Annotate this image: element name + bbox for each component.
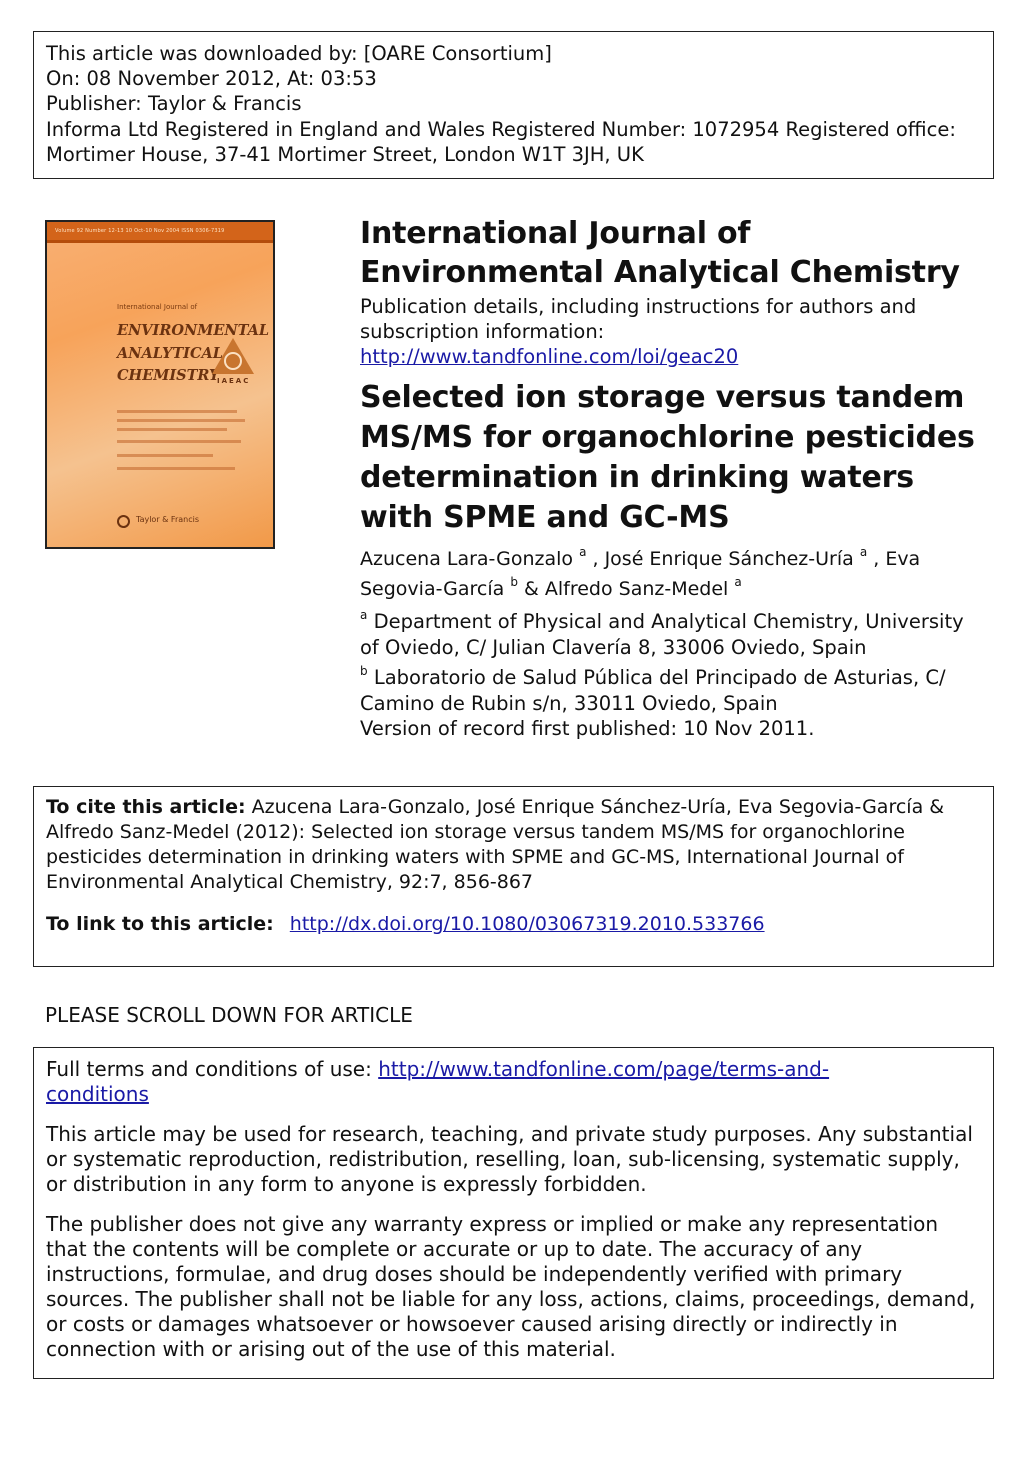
terms-box <box>33 1047 994 1379</box>
cite-label: To cite this article: <box>46 796 246 818</box>
journal-title: International Journal of Environmental Analytical Chemistry <box>360 216 960 290</box>
cover-text-line <box>117 410 237 413</box>
affiliation: $^a$ Department of Physical and Analytical Chemistry, University of Oviedo, C/ Julian Clavería 8, 33006 Oviedo, Spain <box>360 607 964 659</box>
cover-issue-strip: Volume 92 Number 12-13 10 Oct-10 Nov 2004 ISSN 0306-7319 <box>47 222 273 240</box>
author-name: Eva Segovia-García <box>360 548 921 600</box>
cite-text: Azucena Lara-Gonzalo, José Enrique Sánchez-Uría, Eva Segovia-García & Alfredo Sanz-Medel (2012): Selected ion storage versus tandem MS/MS for organochlorine pesticides determination in drinking waters with SPME and GC-MS, International Journal of Environmental Analytical Chemistry, 92:7, 856-867 <box>46 796 945 893</box>
author-name: José Enrique Sánchez-Uría <box>604 548 854 570</box>
journal-url-link[interactable]: http://www.tandfonline.com/loi/geac20 <box>360 345 739 368</box>
registration-info: Informa Ltd Registered in England and Wales Registered Number: 1072954 Registered office: Mortimer House, 37-41 Mortimer Street, London W1T 3JH, UK <box>46 117 956 166</box>
cover-rule <box>47 240 273 243</box>
author-list: Azucena Lara-Gonzalo $^a$ , José Enrique Sánchez-Uría $^a$ , Eva Segovia-García $^b$ & Alfredo Sanz-Medel $^a$ <box>360 544 921 600</box>
terms-paragraph: The publisher does not give any warranty express or implied or make any representation that the contents will be complete or accurate or up to date. The accuracy of any instructions, formulae, and drug doses should be independently verified with primary sources. The publisher shall not be liable for any loss, actions, claims, proceedings, demand, or costs or damages whatsoever or howsoever caused arising directly or indirectly in connection with or arising out of the use of this material. <box>46 1212 976 1361</box>
citation-box <box>33 786 994 967</box>
journal-cover-image <box>45 220 275 549</box>
article-title: Selected ion storage versus tandem MS/MS for organochlorine pesticides determination in drinking waters with SPME and GC-MS <box>360 380 975 535</box>
affiliation-marker: a <box>360 607 368 622</box>
publisher-logo-icon <box>117 515 130 528</box>
downloaded-by: This article was downloaded by: [OARE Consortium] <box>46 42 552 65</box>
cover-text-line <box>117 428 227 431</box>
author-name: Alfredo Sanz-Medel <box>544 578 729 600</box>
article-link-row <box>46 912 981 937</box>
publisher: Publisher: Taylor & Francis <box>46 92 302 116</box>
download-date: On: 08 November 2012, At: 03:53 <box>46 67 377 91</box>
link-label: To link to this article: <box>46 913 274 935</box>
author-affiliation-marker: b <box>510 574 518 589</box>
terms-paragraph: This article may be used for research, teaching, and private study purposes. Any substantial or systematic reproduction, redistribution, reselling, loan, sub-licensing, systematic supply, or distribution in any form to anyone is expressly forbidden. <box>46 1122 973 1196</box>
publication-details: Publication details, including instructions for authors and subscription information: http://www.tandfonline.com/loi/geac20 <box>360 295 917 368</box>
terms-link[interactable]: http://www.tandfonline.com/page/terms-and- conditions <box>46 1057 830 1106</box>
cover-publisher: Taylor & Francis <box>136 515 199 524</box>
citation <box>46 795 981 895</box>
author-affiliation-marker: a <box>734 574 742 589</box>
affiliation: $^b$ Laboratorio de Salud Pública del Principado de Asturias, C/ Camino de Rubin s/n, 33011 Oviedo, Spain <box>360 663 946 715</box>
scroll-notice: PLEASE SCROLL DOWN FOR ARTICLE <box>45 1003 413 1027</box>
cover-society: IAEAC <box>217 377 251 385</box>
download-notice <box>33 31 994 179</box>
article-header <box>360 214 985 742</box>
cover-text-line <box>117 440 241 443</box>
cover-text-line <box>117 467 235 470</box>
cover-emblem-ring-icon <box>224 352 242 370</box>
terms-intro: Full terms and conditions of use: http://www.tandfonline.com/page/terms-and- conditions <box>46 1057 830 1106</box>
author-name: Azucena Lara-Gonzalo <box>360 548 574 570</box>
cover-header-line: International Journal of <box>117 303 198 311</box>
cover-text-line <box>117 419 245 422</box>
author-affiliation-marker: a <box>579 544 587 559</box>
doi-link[interactable]: http://dx.doi.org/10.1080/03067319.2010.533766 <box>289 913 765 935</box>
version-of-record: Version of record first published: 10 Nov 2011. <box>360 717 815 740</box>
cover-text-line <box>117 454 213 457</box>
affiliation-marker: b <box>360 663 368 678</box>
cover-masthead: ENVIRONMENTAL ANALYTICAL CHEMISTRY <box>117 322 270 384</box>
author-affiliation-marker: a <box>859 544 868 559</box>
